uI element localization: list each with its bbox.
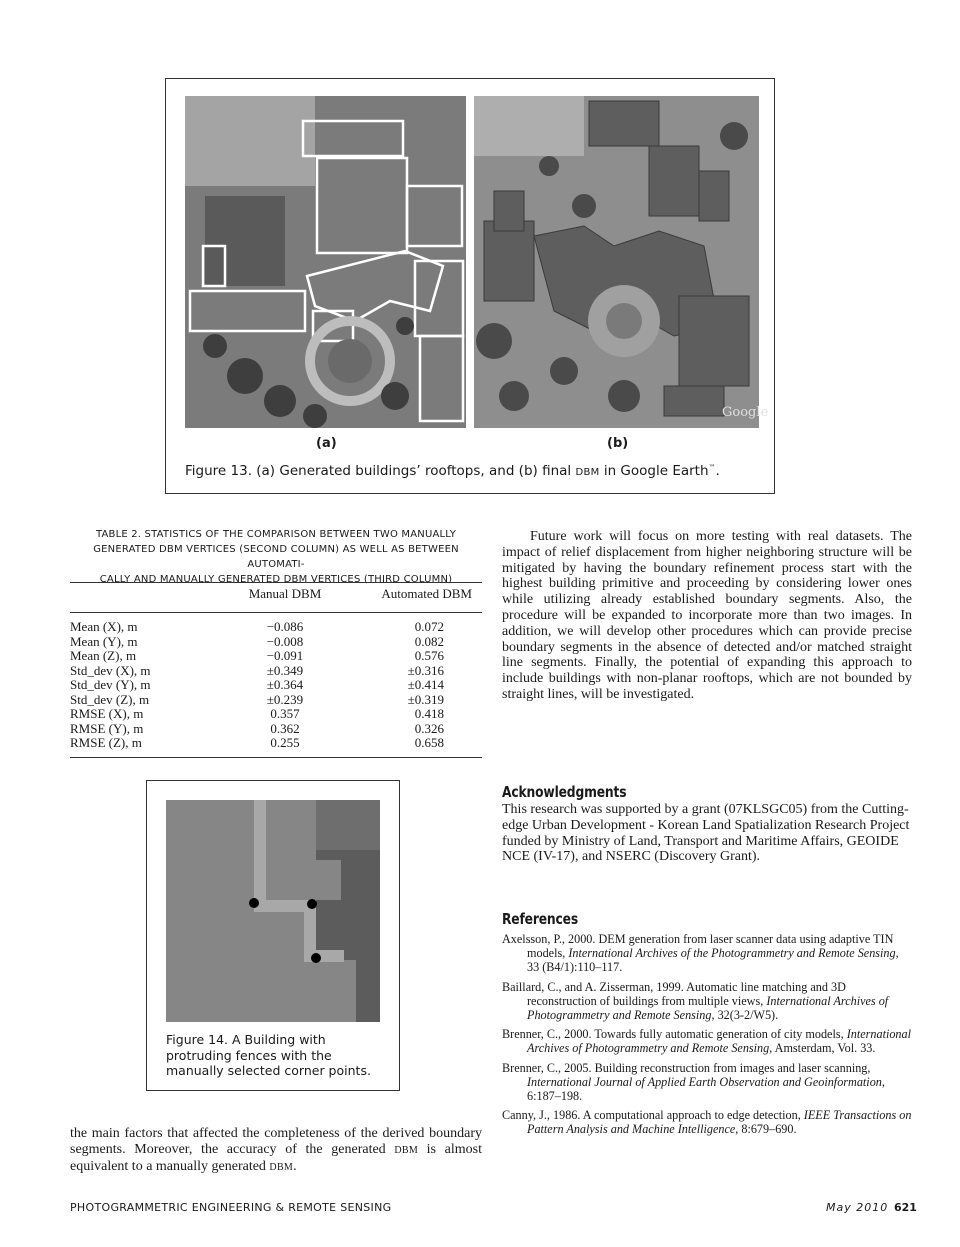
references-heading: References — [502, 910, 578, 928]
figure-14 — [146, 780, 400, 1091]
references-list — [502, 932, 912, 1142]
table-row: RMSE (X), m 0.357 0.418 — [70, 706, 444, 721]
future-work-paragraph: Future work will focus on more testing with real datasets. The impact of relief displacement from higher neighboring structure will be mitigated by having the boundary refinement process start with the highest building primitive and proceeding by considering lower ones while utilizing already established boundary segments. Also, the procedure will be expanded to incorporate more than two images. In addition, we will develop other procedures which can provide precise boundary segments in the absence of detected and/or matched straight line segments. Finally, the potential of expanding this approach to include buildings with non-planar rooftops, which are not bounded by straight lines, will be investigated. — [502, 529, 912, 702]
figure-13-label-b: (b) — [607, 436, 629, 451]
statistics-table — [70, 582, 482, 758]
acknowledgments-heading: Acknowledgments — [502, 783, 627, 801]
completeness-paragraph: the main factors that affected the completeness of the derived boundary segments. Moreover, the accuracy of the generated DBM is almost equivalent to a manually generated DBM. — [70, 1126, 482, 1174]
table-row: Mean (X), m −0.086 0.072 — [70, 619, 444, 634]
reference-item: Brenner, C., 2000. Towards fully automatic generation of city models, International Archives of Photogrammetry and Remote Sensing, Amsterdam, Vol. 33. — [502, 1027, 912, 1056]
table-row: Mean (Z), m −0.091 0.576 — [70, 648, 444, 663]
footer-date: May 2010 — [826, 1201, 889, 1214]
footer-journal-name: PHOTOGRAMMETRIC ENGINEERING & REMOTE SENSING — [70, 1201, 392, 1214]
table-row: Std_dev (Y), m ±0.364 ±0.414 — [70, 677, 444, 692]
table-row: RMSE (Z), m 0.255 0.658 — [70, 735, 444, 750]
figure-13b-google-earth-image — [474, 96, 769, 428]
table-row: RMSE (Y), m 0.362 0.326 — [70, 720, 444, 736]
table-row: Std_dev (Z), m ±0.239 ±0.319 — [70, 691, 444, 707]
table-row: Mean (Y), m −0.008 0.082 — [70, 633, 444, 649]
table-2-title: TABLE 2. STATISTICS OF THE COMPARISON BETWEEN TWO MANUALLY GENERATED DBM VERTICES (SECOND COLUMN) AS WELL AS BETWEEN AUTOMATI- CALLY AND MANUALLY GENERATED DBM VERTICES (THIRD COLUMN) — [93, 529, 459, 585]
table-header-row: Manual DBM Automated DBM — [70, 583, 482, 613]
reference-item: Canny, J., 1986. A computational approach to edge detection, IEEE Transactions on Pattern Analysis and Machine Intelligence, 8:679–690. — [502, 1108, 912, 1137]
figure-13 — [165, 78, 775, 494]
google-watermark: Google — [722, 405, 769, 420]
reference-item: Brenner, C., 2005. Building reconstruction from images and laser scanning, International Journal of Applied Earth Observation and Geoinformation, 6:187–198. — [502, 1060, 885, 1104]
figure-13-caption: Figure 13. (a) Generated buildings’ rooftops, and (b) final DBM in Google Earth™. — [185, 463, 720, 479]
reference-item: Baillard, C., and A. Zisserman, 1999. Automatic line matching and 3D reconstruction of buildings from multiple views, International Archives of Photogrammetry and Remote Sensing, 32(3-2/W5). — [502, 979, 889, 1023]
figure-13a-aerial-image — [185, 96, 466, 428]
reference-item: Axelsson, P., 2000. DEM generation from laser scanner data using adaptive TIN models, International Archives of the Photogrammetry and Remote Sensing, 33 (B4/1):110–117. — [502, 932, 899, 975]
figure-14-building-image — [166, 800, 380, 1022]
figure-14-caption: Figure 14. A Building with protruding fences with the manually selected corner points. — [166, 1032, 371, 1078]
table-row: Std_dev (X), m ±0.349 ±0.316 — [70, 662, 444, 678]
acknowledgments-paragraph: This research was supported by a grant (07KLSGC05) from the Cutting-edge Urban Development - Korean Land Spatialization Research Project funded by Ministry of Land, Transport and Maritime Affairs, GEOIDE NCE (IV-17), and NSERC (Discovery Grant). — [502, 802, 910, 865]
figure-13-label-a: (a) — [316, 436, 337, 451]
page-number: 621 — [894, 1201, 917, 1214]
